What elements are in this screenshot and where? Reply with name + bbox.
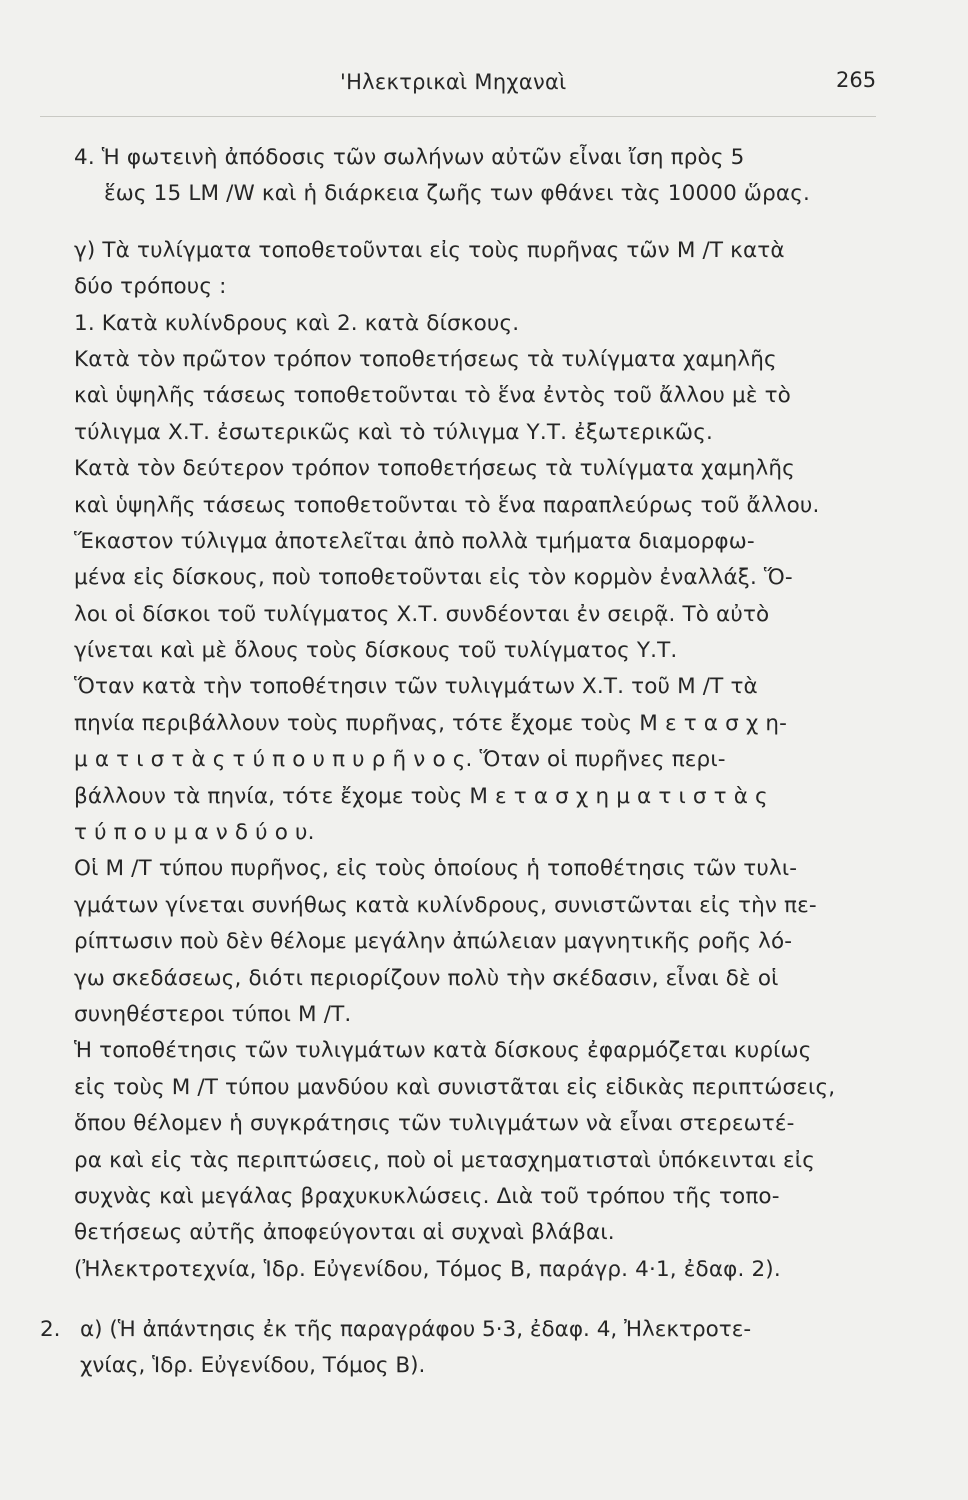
text-line: βάλλουν τὰ πηνία, τότε ἔχομε τοὺς Μ ε τ α σ χ η μ α τ ι σ τ ὰ ς	[74, 783, 768, 809]
text-line: θετήσεως αὐτῆς ἀποφεύγονται αἱ συχναὶ βλάβαι.	[74, 1220, 615, 1246]
header-rule	[40, 116, 876, 117]
text-line: Ἡ τοποθέτησις τῶν τυλιγμάτων κατὰ δίσκους ἐφαρμόζεται κυρίως	[74, 1038, 812, 1064]
text-line: 4. Ἡ φωτεινὴ ἀπόδοσις τῶν σωλήνων αὐτῶν εἶναι ἴση πρὸς 5	[74, 145, 745, 170]
text-line: εἰς τοὺς Μ /Τ τύπου μανδύου καὶ συνιστᾶται εἰς εἰδικὰς περιπτώσεις,	[74, 1074, 836, 1100]
text-line: μένα εἰς δίσκους, ποὺ τοποθετοῦνται εἰς τὸν κορμὸν ἐναλλάξ. Ὅ-	[74, 565, 793, 591]
text-line: πηνία περιβάλλουν τοὺς πυρῆνας, τότε ἔχομε τοὺς Μ ε τ α σ χ η-	[74, 710, 788, 736]
page-number: 265	[836, 68, 877, 92]
running-title: 'Ηλεκτρικαὶ Μηχαναὶ	[340, 70, 567, 94]
text-line: γω σκεδάσεως, διότι περιορίζουν πολὺ τὴν σκέδασιν, εἶναι δὲ οἱ	[74, 965, 779, 991]
text-line: μ α τ ι σ τ ὰ ς τ ύ π ο υ π υ ρ ῆ ν ο ς. Ὅταν οἱ πυρῆνες περι-	[74, 747, 726, 773]
text-line: τύλιγμα Χ.Τ. ἐσωτερικῶς καὶ τὸ τύλιγμα Υ.Τ. ἐξωτερικῶς.	[74, 419, 713, 445]
text-line: Κατὰ τὸν δεύτερον τρόπον τοποθετήσεως τὰ τυλίγματα χαμηλῆς	[74, 456, 795, 482]
text-line: 1. Κατὰ κυλίνδρους καὶ 2. κατὰ δίσκους.	[74, 310, 520, 336]
text-line: καὶ ὑψηλῆς τάσεως τοποθετοῦνται τὸ ἕνα παραπλεύρως τοῦ ἄλλου.	[74, 492, 820, 518]
body-text	[74, 140, 882, 1288]
text-line: καὶ ὑψηλῆς τάσεως τοποθετοῦνται τὸ ἕνα ἐντὸς τοῦ ἄλλου μὲ τὸ	[74, 383, 791, 409]
text-line: Ἕκαστον τύλιγμα ἀποτελεῖται ἀπὸ πολλὰ τμήματα διαμορφω-	[74, 528, 755, 554]
reference-number: 2.	[40, 1317, 61, 1342]
text-line: τ ύ π ο υ μ α ν δ ύ ο υ.	[74, 820, 315, 846]
text-line: γμάτων γίνεται συνήθως κατὰ κυλίνδρους, συνιστῶνται εἰς τὴν πε-	[74, 892, 817, 918]
text-line: (Ἠλεκτροτεχνία, Ἱδρ. Εὐγενίδου, Τόμος Β, παράγρ. 4·1, ἐδαφ. 2).	[74, 1256, 781, 1282]
page-header	[0, 66, 968, 106]
text-line: συχνὰς καὶ μεγάλας βραχυκυκλώσεις. Διὰ τοῦ τρόπου τῆς τοπο-	[74, 1183, 780, 1209]
text-line: γίνεται καὶ μὲ ὅλους τοὺς δίσκους τοῦ τυλίγματος Υ.Τ.	[74, 638, 678, 664]
text-line: ρίπτωσιν ποὺ δὲν θέλομε μεγάλην ἀπώλειαν μαγνητικῆς ροῆς λό-	[74, 929, 793, 955]
reference-line: α) (Ἡ ἀπάντησις ἐκ τῆς παραγράφου 5·3, ἐδαφ. 4, Ἠλεκτροτε-	[80, 1317, 752, 1342]
text-line: ρα καὶ εἰς τὰς περιπτώσεις, ποὺ οἱ μετασχηματισταὶ ὑπόκεινται εἰς	[74, 1147, 815, 1173]
reference-note	[40, 1312, 890, 1384]
text-line: γ) Τὰ τυλίγματα τοποθετοῦνται εἰς τοὺς πυρῆνας τῶν Μ /Τ κατὰ	[74, 237, 785, 263]
text-line: Ὅταν κατὰ τὴν τοποθέτησιν τῶν τυλιγμάτων Χ.Τ. τοῦ Μ /Τ τὰ	[74, 674, 758, 700]
reference-line: χνίας, Ἱδρ. Εὐγενίδου, Τόμος Β).	[80, 1353, 426, 1378]
text-line: ὅπου θέλομεν ἡ συγκράτησις τῶν τυλιγμάτων νὰ εἶναι στερεωτέ-	[74, 1111, 795, 1137]
paragraph-gap	[74, 213, 882, 233]
text-line: Κατὰ τὸν πρῶτον τρόπον τοποθετήσεως τὰ τυλίγματα χαμηλῆς	[74, 346, 777, 372]
text-line: Οἱ Μ /Τ τύπου πυρῆνος, εἰς τοὺς ὁποίους ἡ τοποθέτησις τῶν τυλι-	[74, 856, 798, 882]
text-line: λοι οἱ δίσκοι τοῦ τυλίγματος Χ.Τ. συνδέονται ἐν σειρᾷ. Τὸ αὐτὸ	[74, 601, 770, 627]
text-line: ἕως 15 LM /W καὶ ἡ διάρκεια ζωῆς των φθάνει τὰς 10000 ὥρας.	[104, 181, 810, 207]
text-line: δύο τρόπους :	[74, 274, 227, 300]
text-line: συνηθέστεροι τύποι Μ /Τ.	[74, 1001, 352, 1027]
